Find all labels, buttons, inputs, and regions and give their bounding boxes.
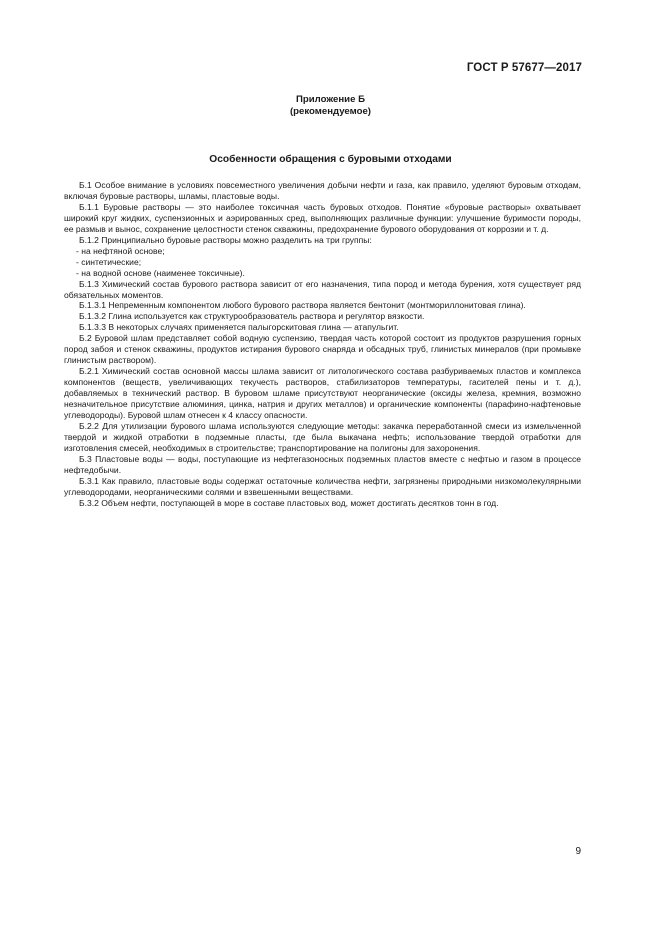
paragraph-b1-1: Б.1.1 Буровые растворы — это наиболее токсичная часть буровых отходов. Понятие «буровые растворы» охватывает широкий круг жидких, суспензионных и аэрированных сред, выполняющих различные функции: улучшение буримости породы, ее размыв и вынос, сохранение целостности стенок скважины, предохранение бурового оборудования от коррозии и т. д. [64, 201, 581, 234]
paragraph-b2: Б.2 Буровой шлам представляет собой водную суспензию, твердая часть которой состоит из продуктов разрушения горных пород забоя и стенок скважины, продуктов истирания бурового снаряда и обсадных труб, глинистых минералов (при промывке глинистым раствором). [64, 333, 581, 366]
document-code: ГОСТ Р 57677—2017 [466, 62, 582, 74]
paragraph-b1-3: Б.1.3 Химический состав бурового раствора зависит от его назначения, типа пород и метода бурения, хотя существует ряд обязательных моментов. [64, 278, 581, 300]
page-number: 9 [575, 846, 581, 857]
paragraph-b1-3-2: Б.1.3.2 Глина используется как структурообразователь раствора и регулятор вязкости. [79, 311, 425, 322]
list-item-water-based: - на водной основе (наименее токсичные). [76, 267, 245, 278]
paragraph-b1-3-3: Б.1.3.3 В некоторых случаях применяется палыгорскитовая глина — атапульгит. [79, 322, 399, 333]
paragraph-b1-3-1: Б.1.3.1 Непременным компонентом любого бурового раствора является бентонит (монтмориллонитовая глина). [79, 300, 526, 311]
paragraph-b3-1: Б.3.1 Как правило, пластовые воды содержат остаточные количества нефти, загрязнены природными низкомолекулярными углеводородами, неорганическими солями и взвешенными веществами. [64, 475, 581, 497]
paragraph-b1: Б.1 Особое внимание в условиях повсеместного увеличения добычи нефти и газа, как правило, уделяют буровым отходам, включая буровые растворы, шламы, пластовые воды. [64, 180, 581, 201]
annex-heading [0, 94, 661, 118]
paragraph-b2-2: Б.2.2 Для утилизации бурового шлама используются следующие методы: закачка переработанной смеси из измельченной твердой и жидкой отработки в подземные пласты, где была выкачана нефть; использование твердой отработки для изготовления смесей, необходимых в строительстве; транспортирование на полигоны для захоронения. [64, 420, 581, 453]
list-item-synthetic: - синтетические; [76, 256, 142, 267]
paragraph-b3-2: Б.3.2 Объем нефти, поступающей в море в составе пластовых вод, может достигать десятков тонн в год. [79, 497, 499, 508]
paragraph-b3: Б.3 Пластовые воды — воды, поступающие из нефтегазоносных подземных пластов вместе с нефтью и газом в процессе нефтедобычи. [64, 453, 581, 475]
annex-status: (рекомендуемое) [289, 106, 371, 117]
annex-title: Приложение Б [296, 94, 365, 105]
section-title: Особенности обращения с буровыми отходами [209, 154, 452, 165]
annex-body [64, 180, 581, 509]
list-item-oil-based: - на нефтяной основе; [76, 245, 165, 256]
paragraph-b1-2: Б.1.2 Принципиально буровые растворы можно разделить на три группы: [79, 234, 372, 245]
paragraph-b2-1: Б.2.1 Химический состав основной массы шлама зависит от литологического состава разбуриваемых пластов и комплекса компонентов (веществ, увеличивающих текучесть растворов, стабилизаторов температуры, гасителей пены и т. д.), добавляемых в технический раствор. В буровом шламе присутствуют неорганические (оксиды железа, кремния, возможно незначительное присутствие алюминия, цинка, натрия и других металлов) и органические компоненты (парафино-нафтеновые углеводороды). Буровой шлам отнесен к 4 классу опасности. [64, 366, 581, 421]
